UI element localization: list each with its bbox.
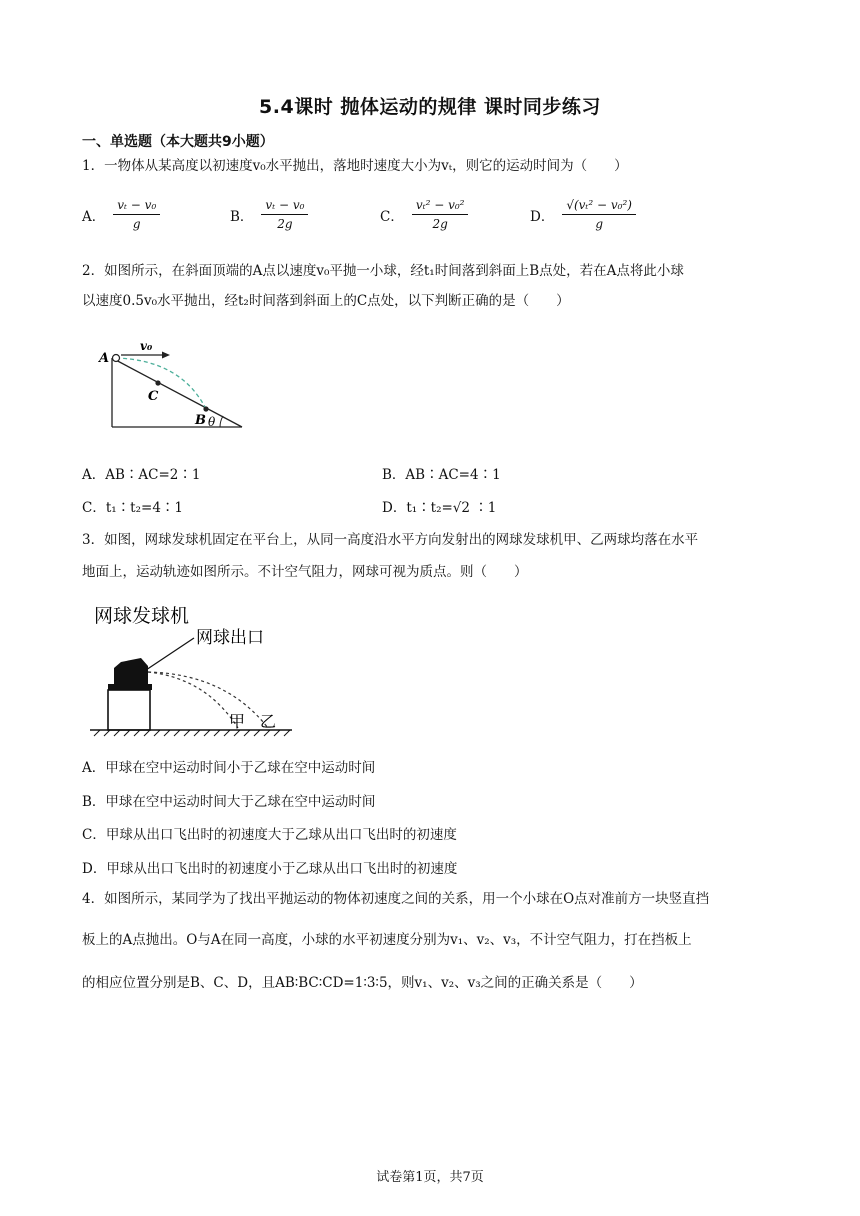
question-4-line1: 4．如图所示，某同学为了找出平抛运动的物体初速度之间的关系，用一个小球在O点对准前方一块竖直挡: [82, 891, 710, 907]
question-4-line3: 的相应位置分别是B、C、D，且AB∶BC∶CD=1∶3∶5，则v₁、v₂、v₃之间的正确关系是（ ）: [82, 975, 643, 991]
outlet-pointer-line: [146, 638, 194, 670]
q2-option-c[interactable]: C．t₁∶t₂=4∶1: [82, 500, 183, 516]
q3-option-c[interactable]: C．甲球从出口飞出时的初速度大于乙球从出口飞出时的初速度: [82, 827, 457, 843]
q1-option-b[interactable]: [230, 198, 308, 231]
q1-option-d[interactable]: [530, 198, 636, 231]
q1-option-c-denominator: 2g: [432, 217, 448, 231]
q3-tennis-machine-figure: [86, 600, 296, 740]
question-2-stem-line2: 以速度0.5v₀水平抛出，经t₂时间落到斜面上的C点处，以下判断正确的是（ ）: [82, 293, 570, 309]
page-title: 5.4课时 抛体运动的规律 课时同步练习: [259, 96, 601, 118]
label-b: B: [195, 413, 206, 428]
page-footer: 试卷第1页，共7页: [376, 1170, 484, 1185]
question-2-stem-line1: 2．如图所示，在斜面顶端的A点以速度v₀平抛一小球，经t₁时间落到斜面上B点处，若在A点将此小球: [82, 263, 684, 279]
question-3-stem-line1: 3．如图，网球发球机固定在平台上，从同一高度沿水平方向发射出的网球发球机甲、乙两球均落在水平: [82, 532, 699, 548]
q2-incline-figure: [96, 336, 256, 436]
q1-option-c[interactable]: [380, 198, 468, 231]
q1-option-d-denominator: g: [595, 217, 603, 231]
point-c-dot: [155, 380, 160, 385]
label-machine: 网球发球机: [94, 605, 190, 627]
q2-option-b[interactable]: B．AB∶AC=4∶1: [382, 467, 501, 483]
q1-option-a[interactable]: [82, 198, 160, 231]
theta-arc: [220, 416, 223, 427]
ball-at-a: [113, 355, 120, 362]
label-v0: v₀: [140, 339, 153, 353]
trajectory-jia: [148, 672, 238, 728]
q1-option-a-numerator: vₜ − v₀: [113, 198, 160, 215]
label-a: A: [99, 351, 110, 366]
point-b-dot: [203, 406, 208, 411]
q3-option-d[interactable]: D．甲球从出口飞出时的初速度小于乙球从出口飞出时的初速度: [82, 861, 458, 877]
q1-option-b-label: B．: [230, 208, 254, 225]
q2-option-d[interactable]: D．t₁∶t₂=√2 ∶1: [382, 500, 497, 516]
q1-option-d-numerator: √(vₜ² − v₀²): [562, 198, 636, 215]
label-yi: 乙: [260, 712, 277, 731]
q1-option-a-denominator: g: [132, 217, 141, 231]
q1-option-c-fraction: [412, 198, 469, 231]
trajectory-yi: [148, 672, 268, 728]
question-3-stem-line2: 地面上，运动轨迹如图所示。不计空气阻力，网球可视为质点。则（ ）: [82, 564, 528, 580]
q3-option-a[interactable]: A．甲球在空中运动时间小于乙球在空中运动时间: [82, 760, 376, 776]
section-heading: 一、单选题（本大题共9小题）: [82, 134, 274, 150]
q1-option-a-fraction: [113, 198, 160, 231]
q1-option-c-numerator: vₜ² − v₀²: [412, 198, 469, 215]
q2-option-a[interactable]: A．AB∶AC=2∶1: [82, 467, 201, 483]
q1-option-d-fraction: [562, 198, 636, 231]
question-4-line2: 板上的A点抛出。O与A在同一高度，小球的水平初速度分别为v₁、v₂、v₃，不计空气阻力，打在挡板上: [82, 932, 692, 948]
label-jia: 甲: [229, 712, 246, 731]
machine-head: [114, 658, 148, 686]
q1-option-a-label: A．: [82, 208, 106, 225]
label-c: C: [148, 389, 159, 404]
platform: [108, 690, 150, 730]
q3-option-b[interactable]: B．甲球在空中运动时间大于乙球在空中运动时间: [82, 794, 376, 810]
label-outlet: 网球出口: [196, 628, 264, 648]
q1-option-d-label: D．: [530, 208, 555, 225]
q1-option-b-fraction: [261, 198, 308, 231]
v0-arrow-head: [162, 352, 170, 359]
label-theta: θ: [208, 415, 216, 429]
q1-option-c-label: C．: [380, 208, 404, 225]
question-1-stem: 1．一物体从某高度以初速度v₀水平抛出，落地时速度大小为vₜ，则它的运动时间为（ ）: [82, 158, 628, 174]
q1-option-b-numerator: vₜ − v₀: [261, 198, 308, 215]
q1-option-b-denominator: 2g: [277, 217, 293, 231]
machine-base-plate: [108, 684, 152, 690]
